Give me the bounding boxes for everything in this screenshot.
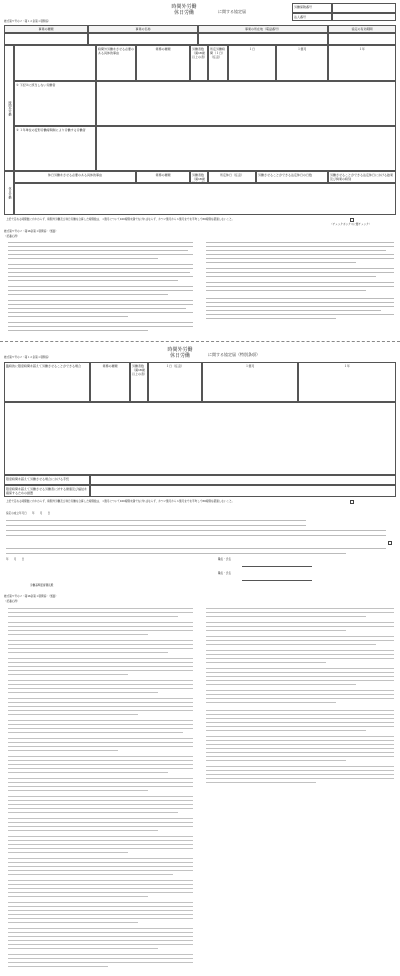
holiday-days-header: 労働させることができる法定休日の日数 xyxy=(256,171,328,183)
form2-title-line1: 時間外労働 xyxy=(167,347,193,353)
form2-title-line2: 休日労働 xyxy=(169,353,190,359)
form2-notes-heading: （記載心得） xyxy=(4,600,20,603)
header-business-address: 事業の所在地（電話番号） xyxy=(198,25,328,33)
form2-entry-area[interactable] xyxy=(4,402,396,475)
header-business-type: 事業の種類 xyxy=(4,25,88,33)
form1-title xyxy=(148,4,220,16)
form2-procedure-field[interactable] xyxy=(90,475,396,485)
form2-signature-label: 職名・氏名 xyxy=(218,558,231,561)
form2-office-label: 労働基準監督署長殿 xyxy=(30,584,54,587)
form1-title-line2: 休日労働 xyxy=(173,10,194,16)
holiday-entry[interactable] xyxy=(14,183,396,215)
page-separator xyxy=(0,341,400,342)
overtime-scheduled-hours-header: 所定労働時間（１日）（任意） xyxy=(208,45,228,81)
form2-title-suffix: に関する協定届（特別条項） xyxy=(208,352,260,357)
validity-period-field[interactable] xyxy=(328,33,396,45)
fine-print-lines xyxy=(0,606,400,972)
business-address-field[interactable] xyxy=(198,33,328,45)
overtime-row2-label: ② １年単位の変形労働時間制により労働する労働者 xyxy=(14,126,96,171)
overtime-job-type-header: 業務の種類 xyxy=(136,45,190,81)
form2-workers-header: 労働者数（満18歳以上の者） xyxy=(130,362,148,402)
overtime-reason-header: 時間外労働をさせる必要のある具体的事由 xyxy=(96,45,136,81)
overtime-col-blank xyxy=(14,45,96,81)
overtime-workers-header: 労働者数（満18歳以上の者） xyxy=(190,45,208,81)
form1-checkbox[interactable] xyxy=(350,218,354,222)
overtime-row1-label: ① 下記②に該当しない労働者 xyxy=(14,81,96,126)
holiday-workers-header: 労働者数（満18歳以上の者） xyxy=(192,172,208,183)
header-business-name: 事業の名称 xyxy=(88,25,198,33)
holiday-times-header: 労働させることができる法定休日における始業及び終業の時刻 xyxy=(328,171,396,183)
form2-signature-field-2[interactable] xyxy=(242,576,312,581)
form2-health-measures-label: 限度時間を超えて労働させる労働者に対する健康及び福祉を確保するための措置 xyxy=(4,485,90,497)
form1-notes-title: 様式第９号の２（第16条第１項関係）（裏面） xyxy=(4,230,58,233)
business-name-field[interactable] xyxy=(88,33,198,45)
form2-per-day-header: １日（任意） xyxy=(148,362,202,402)
form2-health-measures-field[interactable] xyxy=(90,485,396,497)
holiday-job-type-header: 業務の種類 xyxy=(136,171,190,183)
form2-signature-label-2: 職名・氏名 xyxy=(218,572,231,575)
holiday-scheduled-header: 所定休日（任意） xyxy=(208,171,256,183)
form1-title-line1: 時間外労働 xyxy=(171,4,197,10)
holiday-section-label: 休日労働 xyxy=(4,171,14,215)
form1-title-suffix: に関する協定届 xyxy=(218,9,246,14)
form2-per-month-header: １箇月 xyxy=(202,362,298,402)
holiday-reason-header: 休日労働をさせる必要のある具体的事由 xyxy=(14,171,136,183)
overtime-per-day-header: １日 xyxy=(228,45,276,81)
overtime-row2-entry[interactable] xyxy=(96,126,396,171)
form2-case-header: 臨時的に限度時間を超えて労働させることができる場合 xyxy=(4,362,90,402)
form1-corner-label: 様式第９号の２（第１６条第１項関係） xyxy=(4,20,51,23)
form2-checkbox-2[interactable] xyxy=(388,541,392,545)
form2-title xyxy=(150,347,210,359)
form2-job-type-header: 業務の種類 xyxy=(90,362,130,402)
header-validity-period: 協定の有効期間 xyxy=(328,25,396,33)
form1-checkbox-note: （チェックボックスに要チェック） xyxy=(330,223,372,226)
form2-per-year-header: １年 xyxy=(298,362,396,402)
form2-date-line2: 年 月 日 xyxy=(6,558,25,561)
form1-checkbox-statement: 上記で定める時間数にかかわらず、時間外労働及び休日労働を合算した時間数は、１箇月について100時間未満でなければならず、かつ２箇月から６箇月までを平均して80時間を超過しないこと。 xyxy=(6,218,235,221)
overtime-section-label: 時間外労働 xyxy=(4,45,14,171)
corporate-number-field[interactable] xyxy=(332,13,396,21)
form2-signature-field[interactable] xyxy=(242,562,312,567)
form2-checkbox[interactable] xyxy=(350,500,354,504)
form2-notes-title: 様式第９号の２（第16条第１項関係）（裏面） xyxy=(4,595,58,598)
labor-insurance-number-field[interactable] xyxy=(332,3,396,13)
overtime-row1-entry[interactable] xyxy=(96,81,396,126)
form2-corner-label: 様式第９号の２（第１６条第１項関係） xyxy=(4,356,51,359)
business-type-field[interactable] xyxy=(4,33,88,45)
overtime-per-year-header: １年 xyxy=(328,45,396,81)
corporate-number-label: 法人番号 xyxy=(292,13,332,21)
form2-checkbox-statement: 上記で定める時間数にかかわらず、時間外労働及び休日労働を合算した時間数は、１箇月について100時間未満でなければならず、かつ２箇月から６箇月までを平均して80時間を超過しないこと。 xyxy=(6,500,235,503)
form1-notes-heading: （記載心得） xyxy=(4,235,20,238)
labor-insurance-number-label: 労働保険番号 xyxy=(292,3,332,13)
form2-agreement-date: 協定の成立年月日 年 月 日 xyxy=(6,512,51,515)
overtime-per-month-header: １箇月 xyxy=(276,45,328,81)
form2-procedure-label: 限度時間を超えて労働させる場合における手続 xyxy=(4,475,90,485)
